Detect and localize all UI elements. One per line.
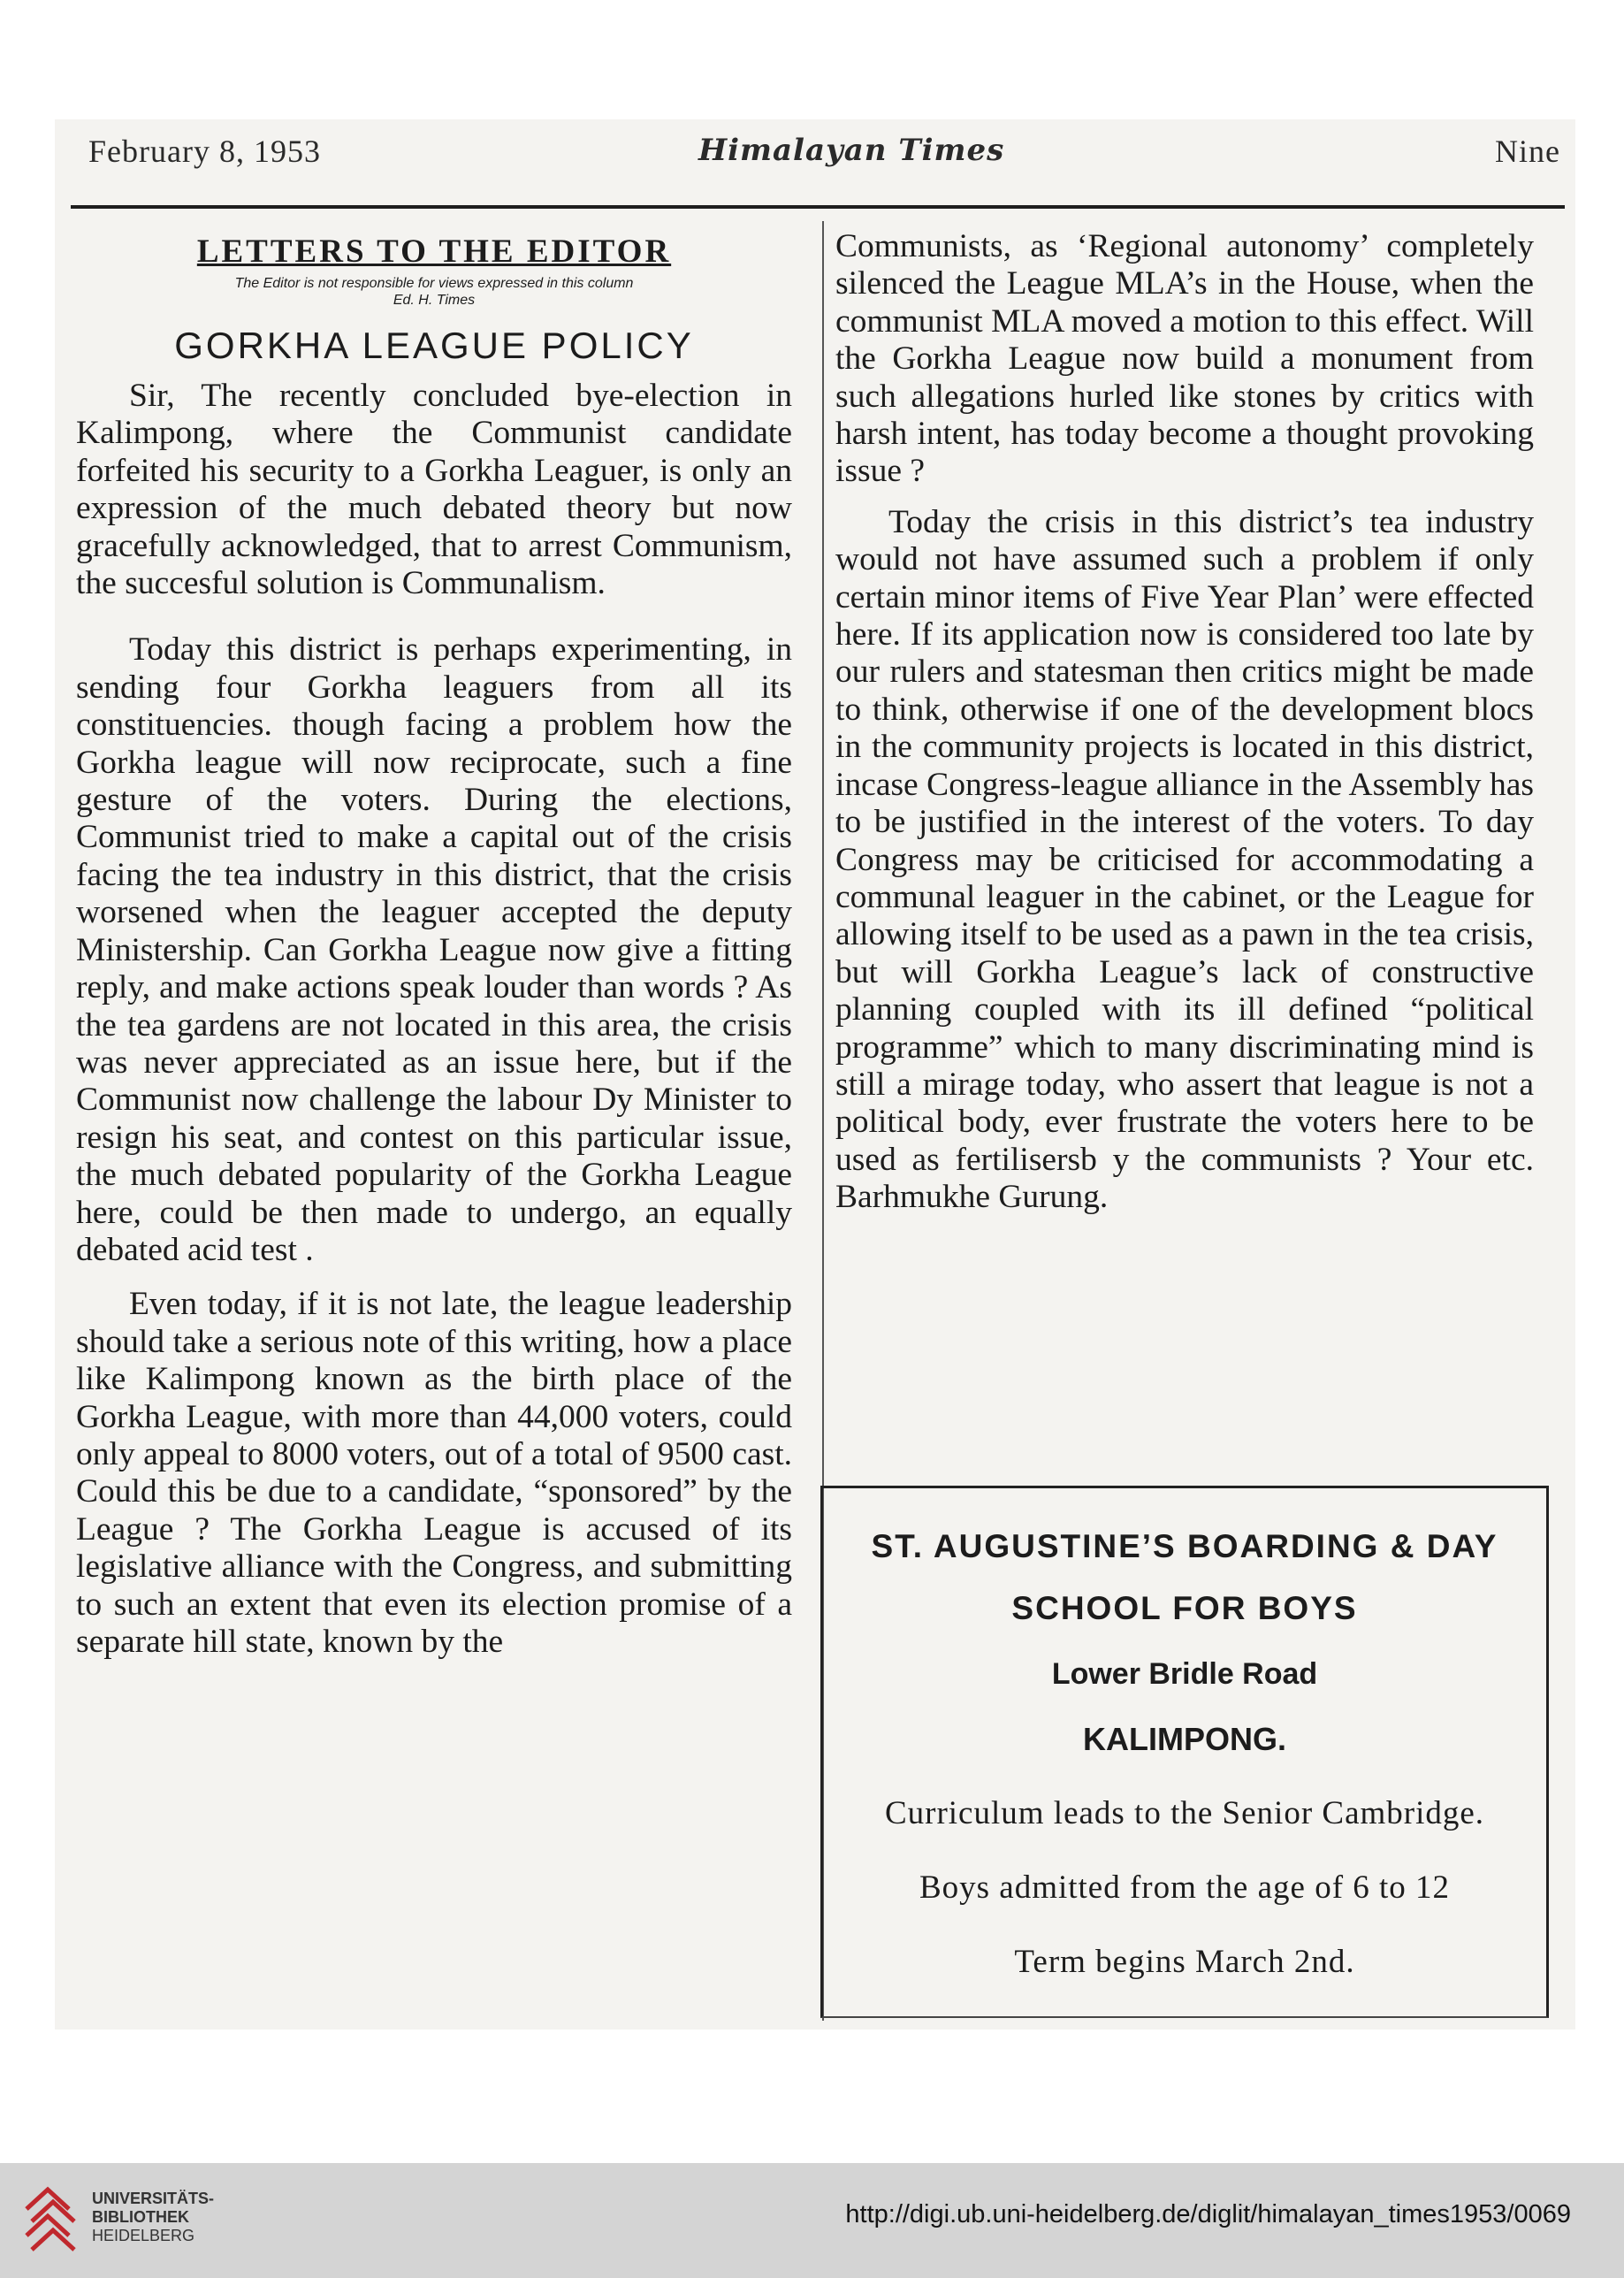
- issue-date: February 8, 1953: [88, 134, 321, 169]
- library-name-line: HEIDELBERG: [92, 2227, 195, 2244]
- ad-subtitle: SCHOOL FOR BOYS: [1011, 1590, 1358, 1626]
- ad-admission: Boys admitted from the age of 6 to 12: [919, 1869, 1451, 1906]
- letter-paragraph: Today the crisis in this district’s tea industry would not have assumed such a problem if only certain minor items of Five Year Plan’ were effected here. If its application now is considered too late by our rulers and statesman then critics might be made to think, otherwise if one of the development blocs in the community projects is located in this district, incase Congress-league alliance in the Assembly has to be justified in the interest of the voters. To day Congress may be criticised for accommodating a communal leaguer in the cabinet, or the League for allowing itself to be used as a pawn in the tea crisis, but will Gorkha League’s lack of constructive planning coupled with its ill defined “political programme” which to many discriminating mind is still a mirage today, who assert that league is not a political body, ever frustrate the voters here to be used as fertilisersb y the communists ? Your etc. Barhmukhe Gurung.: [835, 503, 1534, 1216]
- page-number: Nine: [1495, 134, 1560, 169]
- ad-curriculum: Curriculum leads to the Senior Cambridge.: [884, 1795, 1485, 1831]
- ad-address: Lower Bridle Road: [1051, 1657, 1318, 1691]
- letter-paragraph: Today this district is perhaps experimenting, in sending four Gorkha leaguers from all its constituencies. though facing a problem how the Gorkha league will now reciprocate, such a fine gesture of the voters. During the elections, Communist tried to make a capital out of the crisis facing the tea industry in this district, that the crisis worsened when the leaguer accepted the deputy Ministership. Can Gorkha League now give a fitting reply, and make actions speak louder than words ? As the tea gardens are not located in this area, the crisis was never appreciated as an issue here, but if the Communist now challenge the labour Dy Minister to resign his seat, and contest on this particular issue, the much debated popularity of the Gorkha League here, could be then made to undergo, an equally debated acid test .: [76, 631, 792, 1268]
- left-column: [76, 234, 792, 1678]
- ad-term: Term begins March 2nd.: [1014, 1944, 1355, 1980]
- disclaimer-signature: Ed. H. Times: [393, 293, 476, 308]
- header-rule: [71, 205, 1565, 209]
- library-name-line: BIBLIOTHEK: [92, 2208, 189, 2226]
- article-title: GORKHA LEAGUE POLICY: [174, 325, 694, 366]
- letter-paragraph: Communists, as ‘Regional autonomy’ completely silenced the League MLA’s in the House, when the communist MLA moved a motion to this effect. Will the Gorkha League now build a monument from such allegations hurled like stones by critics with harsh intent, has today become a thought provoking issue ?: [835, 228, 1534, 490]
- ad-title: ST. AUGUSTINE’S BOARDING & DAY: [871, 1528, 1498, 1564]
- editor-disclaimer: [76, 275, 792, 309]
- school-advertisement: [820, 1486, 1549, 2018]
- ad-town: KALIMPONG.: [1083, 1721, 1286, 1757]
- disclaimer-line: The Editor is not responsible for views expressed in this column: [234, 276, 634, 291]
- letter-paragraph: Sir, The recently concluded bye-election in Kalimpong, where the Communist candidate forfeited his security to a Gorkha Leaguer, is only an expression of the much debated theory but now gracefully acknowledged, that to arrest Communism, the succesful solution is Communalism.: [76, 378, 792, 602]
- permalink-url[interactable]: http://digi.ub.uni-heidelberg.de/diglit/himalayan_times1953/0069: [845, 2200, 1571, 2228]
- section-heading: LETTERS TO THE EDITOR: [196, 233, 672, 270]
- library-name: [92, 2190, 214, 2245]
- footer-bar: [0, 2163, 1624, 2278]
- library-name-line: UNIVERSITÄTS-: [92, 2190, 215, 2207]
- ub-heidelberg-logo-icon[interactable]: [21, 2182, 80, 2257]
- newspaper-masthead: Himalayan Times: [698, 133, 1005, 168]
- right-column: [835, 228, 1534, 1234]
- letter-paragraph: Even today, if it is not late, the league leadership should take a serious note of this writing, how a place like Kalimpong known as the birth place of the Gorkha League, with more than 44,000 voters, could only appeal to 8000 voters, out of a total of 9500 cast. Could this be due to a candidate, “sponsored” by the League ? The Gorkha League is accused of its legislative alliance with the Congress, and submitting to such an extent that even its election promise of a separate hill state, known by the: [76, 1286, 792, 1660]
